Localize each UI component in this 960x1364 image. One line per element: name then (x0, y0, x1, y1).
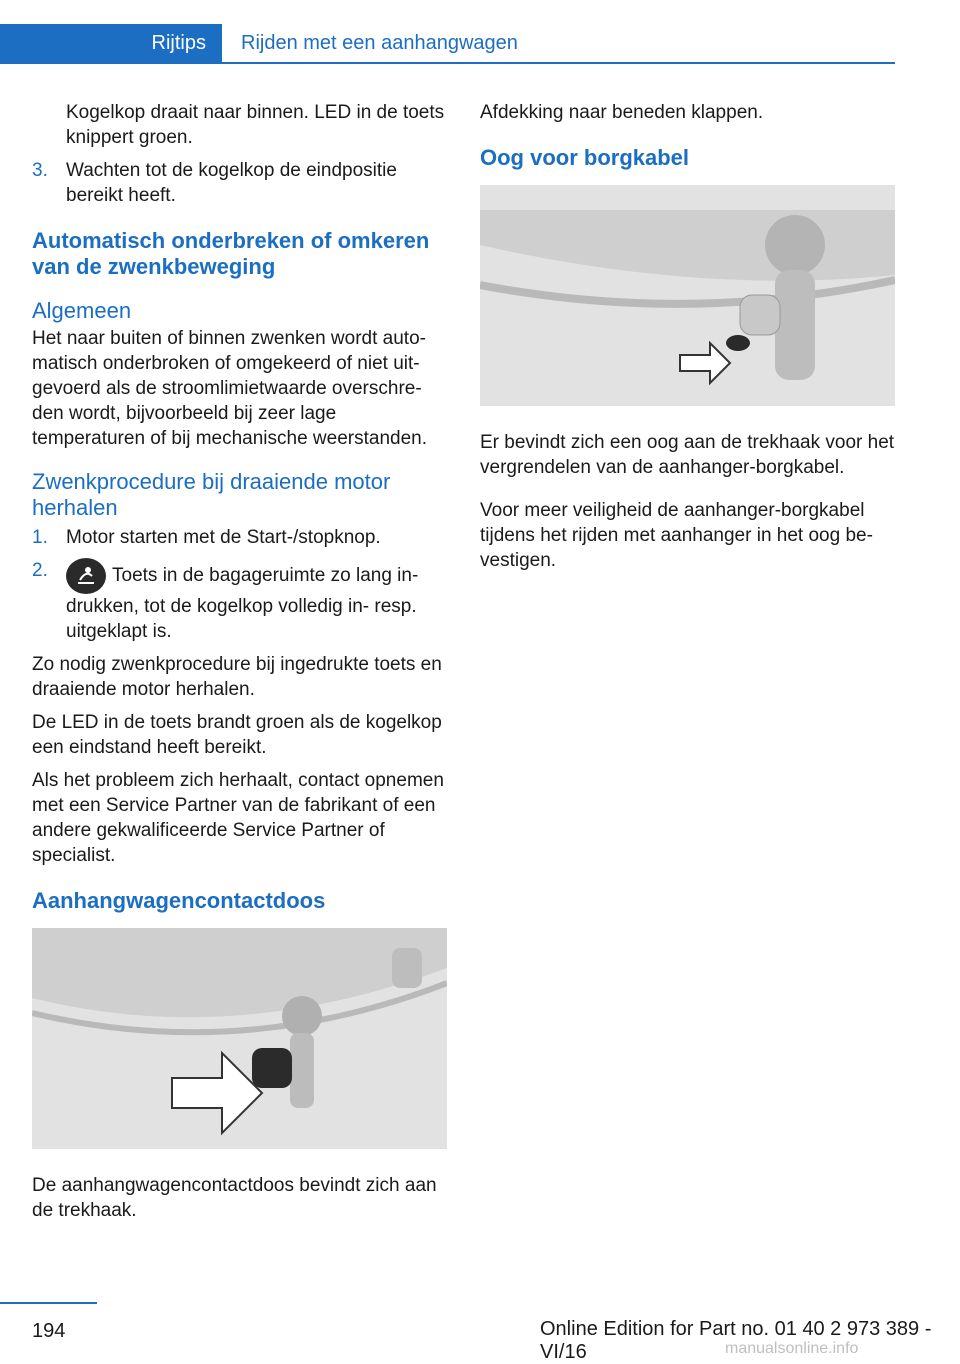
cover-paragraph: Afdekking naar beneden klappen. (480, 102, 764, 123)
step-text: Wachten tot de kogelkop de eindpositie bereikt heeft. (66, 160, 397, 206)
heading-general: Algemeen (32, 298, 132, 323)
trailer-socket-figure (32, 928, 447, 1149)
step-3 (32, 158, 447, 208)
right-column (480, 100, 895, 581)
page-header (0, 24, 895, 64)
step-number: 2. (32, 560, 48, 581)
repeat-paragraph: Zo nodig zwenkprocedure bij ingedrukte toets en draaiende motor herhalen. (32, 654, 442, 700)
watermark: manualsonline.info (725, 1340, 859, 1357)
socket-paragraph: De aanhangwagencontactdoos bevindt zich aan de trekhaak. (32, 1175, 437, 1221)
step-text: Motor starten met de Start-/stopknop. (66, 527, 381, 548)
heading-repeat-swivel: Zwenkprocedure bij draaiende motor herhalen (32, 469, 391, 520)
page-number: 194 (32, 1320, 66, 1342)
step-number: 3. (32, 160, 48, 181)
eye-paragraph-2: Voor meer veiligheid de aanhanger-borgkabel tijdens het rijden met aanhanger in het oog bevestigen. (480, 500, 873, 571)
heading-safety-eye: Oog voor borgkabel (480, 145, 690, 170)
step-text: Toets in de bagageruimte zo lang indrukken, tot de kogelkop volledig in- resp. uitgeklapt is. (66, 565, 419, 642)
chapter-tab[interactable]: Rijtips (0, 24, 222, 62)
footer-rule (0, 1302, 97, 1304)
step-number: 1. (32, 527, 48, 548)
safety-eye-figure (480, 185, 895, 406)
step-2 (32, 558, 447, 644)
step-1 (32, 525, 447, 550)
left-column (32, 100, 447, 1231)
trailer-hitch-button-icon (66, 558, 106, 594)
edition-note: Online Edition for Part no. 01 40 2 973 389 - VI/16 (540, 1318, 932, 1363)
step-text-wrap (66, 558, 447, 644)
problem-paragraph: Als het probleem zich herhaalt, contact opnemen met een Service Partner van de fabrikant of een andere gekwalificeerde Service Partner of specialist. (32, 770, 444, 866)
led-paragraph: De LED in de toets brandt groen als de kogelkop een eindstand heeft bereikt. (32, 712, 442, 758)
heading-trailer-socket: Aanhangwagencontactdoos (32, 888, 326, 913)
general-paragraph: Het naar buiten of binnen zwenken wordt automatisch onderbroken of omgekeerd of niet uitgevoerd als de stroomlimietwaarde overschreden wordt, bijvoorbeeld bij zeer lage temperaturen of bij mechanische weerstanden. (32, 328, 428, 449)
heading-auto-interrupt: Automatisch onderbreken of omkeren van de zwenkbeweging (32, 228, 430, 279)
step-continuation: Kogelkop draait naar binnen. LED in de toets knippert groen. (66, 102, 445, 148)
section-title[interactable]: Rijden met een aanhangwagen (241, 31, 518, 54)
eye-paragraph-1: Er bevindt zich een oog aan de trekhaak voor het vergrendelen van de aanhanger-borgkabel. (480, 432, 895, 478)
